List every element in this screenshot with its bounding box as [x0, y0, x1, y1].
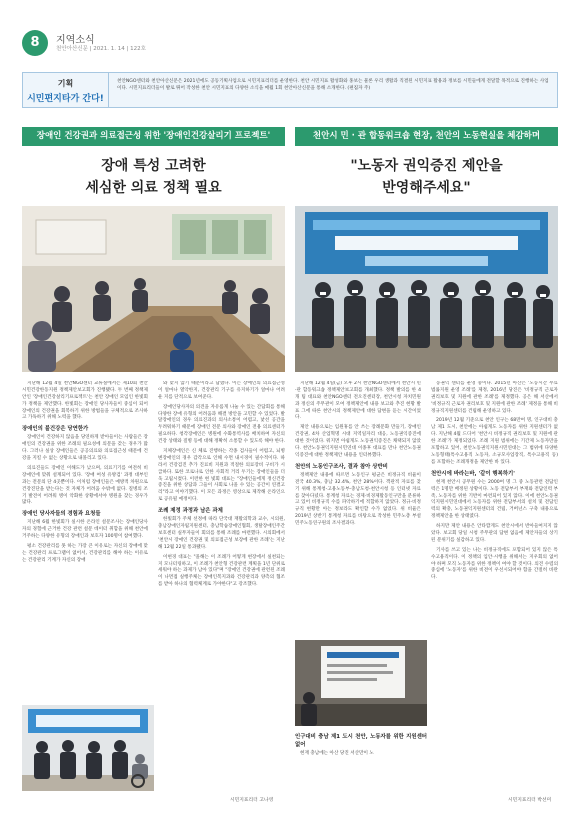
paragraph: 지난해 6월 한빛회가 실시한 온라인 설문조사는 장애인당사자의 경험에 근거한 건강 관련 설문 데이터 취합을 위해 천안에 거주하는 다양한 유형의 장애인과 보호자 100명이 참여했다.: [22, 520, 148, 540]
right-article-byline: 시민지표리더 박선미: [508, 798, 552, 803]
intro-tag-title: 시민편지타가 간다!: [27, 94, 104, 104]
paragraph: 장애인당사자의 의견을 자유롭게 나눌 수 있는 간담회를 통해 다양한 장애 유형의 어려움과 해결 방안을 고민할 수 있었다. 발달장애인의 경우 의료진과의 의사소통이 어렵고, 낯선 공간을 두려워하기 때문에 장애인 전문 의사와 장애인 전용 의료센터가 필요하다. 청각장애인은 병원에 수화통역사를 배치하여 자신의 건강 상태와 질병 등에 대해 정확히 소통할 수 있도록 해야 한다.: [158, 404, 285, 445]
left-article-column-2: [158, 381, 285, 791]
right-headline-line1: "노동자 권익증진 제안을: [350, 158, 503, 174]
right-article-banner: 천안시 민 · 관 합동워크숍 현장, 천안의 노동현실을 체감하며: [295, 127, 558, 146]
left-article-banner: 장애인 건강권과 의료접근성 위한 '장애인건강살리기 프로젝트': [22, 127, 285, 146]
right-article-column-2: [431, 381, 558, 791]
left-headline-line1: 장애 특성 고려한: [101, 158, 206, 174]
subheading: 장애인 당사자들의 경험과 요청들: [22, 511, 101, 518]
paragraph: 동권익 센터를 운영 중이다. 2015년 아산은 '노동시간 무료법률지원 운영 조례'를 제정, 2016년 당진은 '비정규직 근로자 권리보호 및 지원에 관한 조례'를 제정했다. 공은 해 서산에서 '비정규직 근로자 권리보호 및 지원에 관한 조례' 제정을 통해 비정규직지원센터를 건립해 운영하고 있다.: [431, 381, 558, 414]
left-article-column-1: [22, 381, 148, 701]
paragraph: 지난해 12월 4일 천안NGO센터 교류실에서는 제10회 천안시민건강한동지원 정책제안보고회가 진행됐다. 두 번째 정책제안인 '장애인건강살리기프로젝트'는 천안 장애인 모임인 한빛회가 정책을 제안했다. 한빛회는 장애인 당사자들이 중심이 되어 장애인의 건강권을 회복하기 위한 방법들을 구체적으로 조사하고 가독하기 위해 노력을 했다.: [22, 381, 148, 421]
left-article-byline: 시민지표리더 고나영: [230, 798, 274, 803]
paragraph: 하지만 제안 내용은 안타깝게도 천안시에서 반아들여지지 않았다. 보고회 당일 시청 주무관의 답변 없음에 제안자들의 상기된 분위기를 실감하고 있다.: [431, 524, 558, 543]
intro-tag-label: 기획: [57, 79, 74, 88]
subheading: 천안시에 바라는바, '같이 행복하기': [431, 470, 515, 477]
intro-box: [22, 72, 558, 108]
left-top-photo: [22, 206, 285, 372]
paragraph: 현재 천안시 공무원 수는 2000여 명 그 중 노동관련 전담인력은 1명만 배정된 상황이다. 노동 전담부서 부재와 전담인력 부족, 노동자를 위한 기반이 마련되어 있지 않다. 이에 천안노동권익지원시민연대에서 노동자를 위한 전담부서의 설치 및 전담인력의 확충, 노동권익지원센터의 건립, 거버넌스 구축 내용으로 정책제안을 한 상태였다.: [431, 479, 558, 520]
right-bottom-photo: [295, 640, 427, 726]
left-headline-line2: 세심한 의료 정책 필요: [85, 179, 222, 196]
paragraph: 현재 충남에는 아산 당진 서산만이 노: [300, 751, 374, 757]
paragraph: 이현경 대표는 "올해는 이 조례가 어떻게 현장에서 실천되는지 모니터링하고, 이 조례가 천안형 건강관련 계획을 1년 단위로 세워야 하는 과제가 남아 있다"며 "장애인 건강권에 관련된 조례이 나면접 실행주체는 장애인복지과와 건강관리과 양측의 협조를 받아 하나의 협력체계로 가야한다"고 강조했다.: [158, 554, 285, 588]
left-article-headline: [22, 156, 285, 199]
section-title: 지역소식: [56, 35, 95, 46]
page-number: 8: [22, 30, 48, 56]
right-article-column-1-continued: [295, 730, 427, 790]
subheading: 조례 제정 과정과 남은 과제: [158, 508, 223, 515]
right-article-headline: [295, 156, 558, 199]
paragraph: 평소 건강관리를 못 하는 가장 큰 이유로는 자신의 장애에 맞는 건강관리 프로그램이 없어서, 건강관리를 해야 하는 이유로는 건강관리 기계가 자신의 장애: [22, 544, 148, 563]
paragraph: 와 맞지 않기 때문이라고 답했다. 이는 장애인의 의료접근성이 얼마나 열악한지, 건강관리 기구를 유지하기가 얼마나 어려운 지를 단적으로 보여준다.: [158, 381, 285, 400]
publication-info: 천안아산신문 | 2021. 1. 14 | 122호: [56, 46, 146, 52]
subheading: 천안의 노동인구조사, 결과 참아 상반비: [295, 463, 388, 470]
paragraph: 2019년 12월 기준으로 천안 인구는 68만여 명, 인구대비 충남 제1 도시, 천안에는 아쉽게도 노동자를 위한 지원센터가 없다. 지난해 4월 드디어 '천안시 비정규직 권리보호 및 지원에 관한 조례'가 제정되었다. 조례 지원 범위에는 기간제 노동자만을 포함하고 있어, 천안노동권익지원시민연대는 그 범위에 다양한 노동형태(특수고용직 노동자, 소규모사업장직, 특수고용직 등)를 포함하는 조례개정을 제안한 바 있다.: [431, 418, 558, 465]
paragraph: 지체장애인은 신 체로 진행하는 각종 검사들이 어렵고, 뇌병변장애인의 경우 감각으로 인해 수면 내시경이 필수적이다. 따라서 건강검진 추가 진료비 지원과 적절한 의료장비 구비가 시급하다. 또한 코로나로 인한 사회적 거리 두기는 장애인들을 더욱 고립시켰다. 이런한 현 빛회 대표는 "장애인들에게 정신건강 증진을 위한 상담과 그들이 사회로 나올 수 있는 공간이 연결고리"라고 이야기했다. 이 모든 과정은 영상으로 제작해 온라인으로 공유될 예정이다.: [158, 449, 285, 503]
intro-text: 천안NGO센터와 천안아산신문은 2021년에도 공동기획사업으로 시민지표리더를 운영한다. 천안 시민지표 활성화와 홍보는 물론 우리 생활과 직결된 시민지표 활용과 정보를 시민들에게 전달할 목적으로 진행하는 사업이다. 시민지표리더들이 발로 뛰어 작성한 천안 시민지표의 다양한 소식을 매월 1회 천안아산신문을 통해 소개한다. (편집자 주): [117, 79, 549, 92]
paragraph: 지난해 12월 4일(금) 오후 2시 천안NGO센터에서 천안시 민·관 합동워크숍 정책제안보고회를 개최했다. 정책 발의를 한 4개 팀 대표와 천안NGO센터 전오진센터장, 천안시청 자치민원과 정신의 주무관이 모여 정책제안에 내용 보고와 추진 현황 발표 그에 따른 천안시의 정책제안에 대한 답변을 듣는 시간이었다.: [295, 381, 421, 421]
paragraph: 한빛회가 주체 선정에 따라 단국대 재활의학과 교수, 시의원, 충남장애인자립지원센터, 충남학습장애인협회, 생탈장애인주간보호센터 실무자들이 회의를 통해 조례를 마련했다. 시의회에서 '천안시 장애인 건강권 및 의료접근성 보장에 관한 조례'는 지난해 12월 22일 통과됐다.: [158, 517, 285, 550]
subheading: 인구대비 충남 제1 도시 천안, 노동자를 위한 지원센터 없어: [295, 734, 427, 749]
paragraph: 기사를 쓰고 있는 나는 비정규직에도 포함되어 있지 않은 특수고용직이다. 이 정책의 입안·시행을 위해서는 지우회의 없어야 하며 모직 노동자를 위한 정책이 여야 할 것이다. 의견 수렴의 중심에 '노동자'를 위한 비전이 우선시되어야 함을 간절히 바란다.: [431, 547, 558, 581]
paragraph: 장애인이 건강하지 않음을 당연하게 받아들이는 사람들은 장애인의 건강권을 위한 조례의 필요성에 의문을 갖는 경우가 많다. 그러나 실상 장애인들은 공공의료와 의료접근성 때문에 건강을 지킬 수 없는 상황으로 내몰리고 있다.: [22, 435, 148, 462]
paragraph: 의료진들도 장애인 이해도가 낮으며, 의료기기를 여전히 비장애인에 맞춰 설계되어 있다. '장애 여성 유방검' 과정 대부인과는 전문의 단 4곳뿐이다. 이처럼 장애인들은 예방적 차원으로 건강진단을 받는다는 것 자체가 어려움 수밖에 없다. 질병의 조기 발견이 어려워 병이 악화한 상황에서야 병원을 찾는 경우가 많다.: [22, 466, 148, 506]
right-top-photo: [295, 206, 558, 372]
right-headline-line2: 반영해주세요": [382, 179, 471, 196]
left-bottom-photo: [22, 705, 154, 791]
right-article-column-1: [295, 381, 421, 636]
intro-tag: [23, 73, 109, 107]
paragraph: 제안 내용으로는 임원휴를 안 쓰는 장례문화 만들기, 장애인 건강권, 4차 산업혁명 시대 지역일자리 대응, 노동권익증진에 대한 것이었다. 워지면 아쉽게도 노동권익증진은 채택되지 않았다. 천안노동권익지원시민연대 이종후 대표를 만나 천안노동권익증진에 대한 정책제안 내용을 인터뷰했다.: [295, 425, 421, 458]
paragraph: 정책제안 내용에 따르면 노동인구 평균은 비정규직 비율이 전국 40.3%, 충남 32.4%, 천안 28%이다. 객관적 자료를 찾기 위해 통계청-고용노동부-충남도청-천안시청 등 인터넷 자료를 찾아다녔다. 통계청 자료는 경제·비경제활동인구만을 분류하고 있어 비정규직 수를 파악하기에 적합하지 않았다. 정규·비정규직 현황만 아는 정보라도 확인할 수가 없었다. 위 비율은 2019년 상반기 통계청 자료를 바탕으로 작성한 민주노총 부설 민주노동연구원의 조사결과다.: [295, 472, 421, 527]
subheading: 장애인의 불건강은 당연한가: [22, 426, 89, 433]
